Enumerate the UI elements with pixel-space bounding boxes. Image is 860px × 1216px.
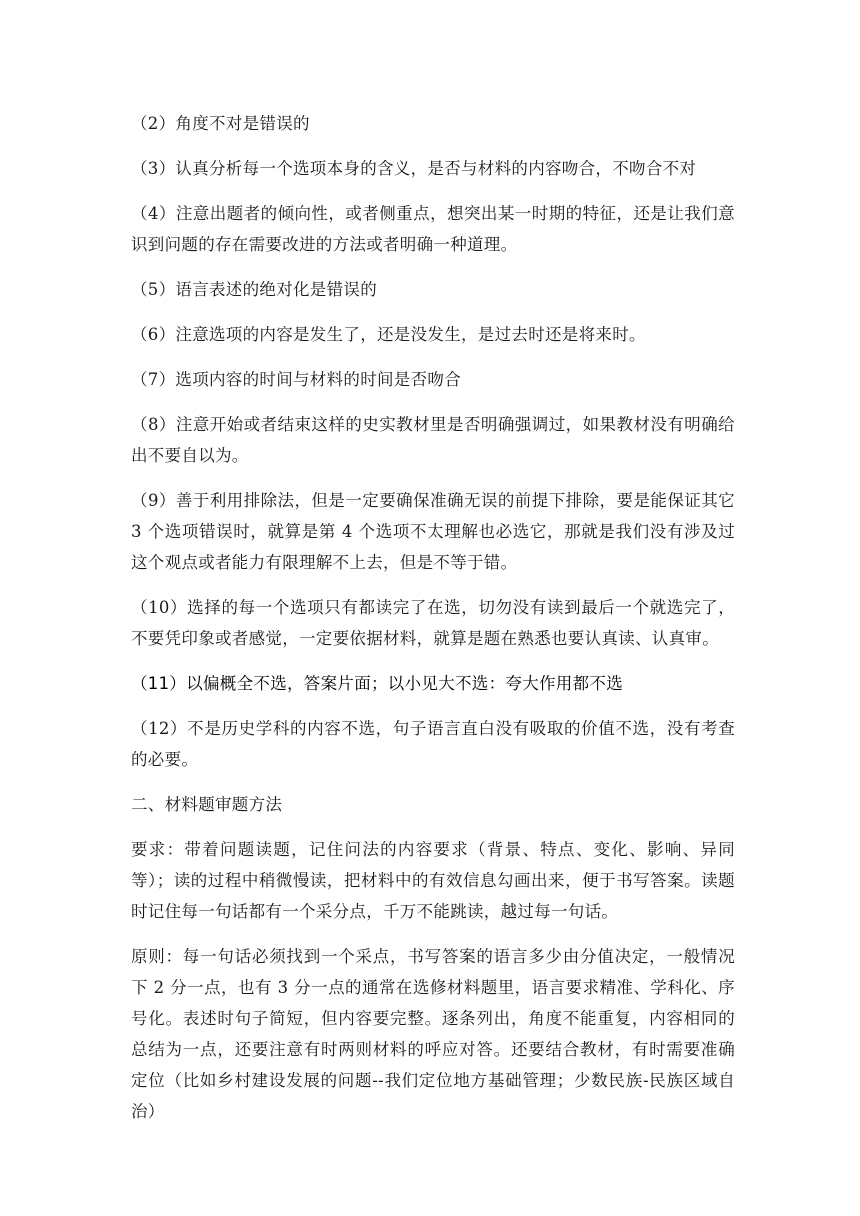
paragraph-item-5: （5）语言表述的绝对化是错误的 <box>131 280 377 299</box>
paragraph-item-2: （2）角度不对是错误的 <box>131 114 310 133</box>
paragraph-item-9: （9）善于利用排除法，但是一定要确保准确无误的前提下排除，要是能保证其它 3 个选项错误时，就算是第 4 个选项不太理解也必选它，那就是我们没有涉及过这个观点或者能力有限理解不上去，但是不等于错。 <box>131 491 735 572</box>
paragraph-item-3: （3）认真分析每一个选项本身的含义，是否与材料的内容吻合，不吻合不对 <box>131 159 697 178</box>
paragraph-item-7: （7）选项内容的时间与材料的时间是否吻合 <box>131 370 461 389</box>
paragraph-item-6: （6）注意选项的内容是发生了，还是没发生，是过去时还是将来时。 <box>131 325 646 344</box>
paragraph-item-10: （10）选择的每一个选项只有都读完了在选，切勿没有读到最后一个就选完了，不要凭印象或者感觉，一定要依据材料，就算是题在熟悉也要认真读、认真审。 <box>131 598 735 648</box>
section-heading: 二、材料题审题方法 <box>131 795 283 814</box>
principle-paragraph: 原则：每一句话必须找到一个采点，书写答案的语言多少由分值决定，一般情况下 2 分一点，也有 3 分一点的通常在选修材料题里，语言要求精准、学科化、序号化。表述时句子简短，但内容要完整。逐条列出，角度不能重复，内容相同的总结为一点，还要注意有时两则材料的呼应对答。还要结合教材，有时需要准确定位（比如乡村建设发展的问题--我们定位地方基础管理；少数民族-民族区域自治） <box>131 947 735 1121</box>
paragraph-item-4: （4）注意出题者的倾向性，或者侧重点，想突出某一时期的特征，还是让我们意识到问题的存在需要改进的方法或者明确一种道理。 <box>131 204 735 254</box>
paragraph-item-12: （12）不是历史学科的内容不选，句子语言直白没有吸取的价值不选，没有考查的必要。 <box>131 719 735 769</box>
document-body <box>131 108 735 1141</box>
paragraph-item-11: （11）以偏概全不选，答案片面；以小见大不选：夸大作用都不选 <box>131 674 623 693</box>
paragraph-item-8: （8）注意开始或者结束这样的史实教材里是否明确强调过，如果教材没有明确给出不要自以为。 <box>131 415 735 465</box>
requirement-paragraph: 要求：带着问题读题，记住问法的内容要求（背景、特点、变化、影响、异同等）；读的过程中稍微慢读，把材料中的有效信息勾画出来，便于书写答案。读题时记住每一句话都有一个采分点，千万不能跳读，越过每一句话。 <box>131 840 735 921</box>
